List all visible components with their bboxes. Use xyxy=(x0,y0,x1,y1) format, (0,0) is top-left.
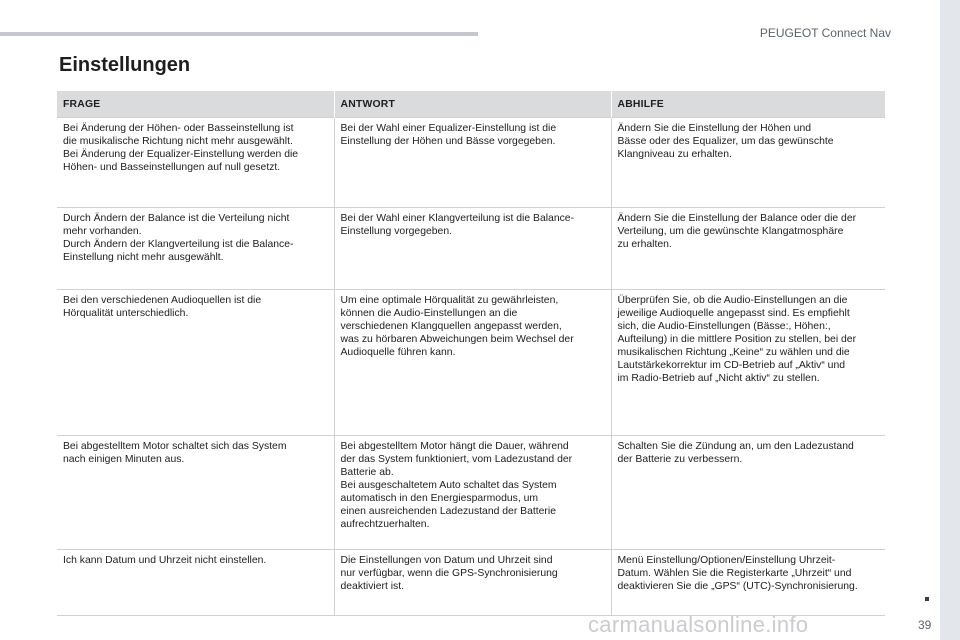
column-header-abhilfe: ABHILFE xyxy=(611,91,885,118)
solution-cell: Überprüfen Sie, ob die Audio-Einstellungen an die jeweilige Audioquelle angepasst sind. Es empfiehlt sich, die Audio-Einstellungen (Bässe:, Höhen:, Aufteilung) in die mittlere Position zu stellen, bei der musikalischen Richtung „Keine“ zu wählen und die Lautstärkekorrektur im CD-Betrieb auf „Aktiv“ und im Radio-Betrieb auf „Nicht aktiv“ zu stellen. xyxy=(611,290,885,436)
solution-cell: Menü Einstellung/Optionen/Einstellung Uhrzeit- Datum. Wählen Sie die Registerkarte „Uhrzeit“ und deaktivieren Sie die „GPS“ (UTC)-Synchronisierung. xyxy=(611,550,885,616)
question-cell: Bei Änderung der Höhen- oder Basseinstellung ist die musikalische Richtung nicht mehr ausgewählt. Bei Änderung der Equalizer-Einstellung werden die Höhen- und Basseinstellungen auf null gesetzt. xyxy=(57,118,334,208)
answer-cell: Bei der Wahl einer Klangverteilung ist die Balance- Einstellung vorgegeben. xyxy=(334,208,611,290)
answer-cell: Bei der Wahl einer Equalizer-Einstellung ist die Einstellung der Höhen und Bässe vorgegeben. xyxy=(334,118,611,208)
page-title: Einstellungen xyxy=(59,54,191,76)
table-row xyxy=(57,208,885,290)
column-header-antwort: ANTWORT xyxy=(334,91,611,118)
answer-cell: Die Einstellungen von Datum und Uhrzeit sind nur verfügbar, wenn die GPS-Synchronisierung deaktiviert ist. xyxy=(334,550,611,616)
faq-table xyxy=(57,91,885,616)
header-bar xyxy=(0,32,478,36)
table-row xyxy=(57,550,885,616)
answer-cell: Bei abgestelltem Motor hängt die Dauer, während der das System funktioniert, vom Ladezustand der Batterie ab. Bei ausgeschaltetem Auto schaltet das System automatisch in den Energiesparmodus, um einen ausreichenden Ladezustand der Batterie aufrechtzuerhalten. xyxy=(334,436,611,550)
table-row xyxy=(57,118,885,208)
table-row xyxy=(57,436,885,550)
solution-cell: Schalten Sie die Zündung an, um den Ladezustand der Batterie zu verbessern. xyxy=(611,436,885,550)
question-cell: Ich kann Datum und Uhrzeit nicht einstellen. xyxy=(57,550,334,616)
column-header-frage: FRAGE xyxy=(57,91,334,118)
solution-cell: Ändern Sie die Einstellung der Höhen und Bässe oder des Equalizer, um das gewünschte Klangniveau zu erhalten. xyxy=(611,118,885,208)
question-cell: Bei abgestelltem Motor schaltet sich das System nach einigen Minuten aus. xyxy=(57,436,334,550)
answer-cell: Um eine optimale Hörqualität zu gewährleisten, können die Audio-Einstellungen an die verschiedenen Klangquellen angepasst werden, was zu hörbaren Abweichungen beim Wechsel der Audioquelle führen kann. xyxy=(334,290,611,436)
watermark: carmanualsonline.info xyxy=(588,612,809,637)
page-number: 39 xyxy=(918,618,932,632)
solution-cell: Ändern Sie die Einstellung der Balance oder die der Verteilung, um die gewünschte Klangatmosphäre zu erhalten. xyxy=(611,208,885,290)
page-marker xyxy=(925,597,929,601)
header-title: PEUGEOT Connect Nav xyxy=(759,26,891,40)
question-cell: Bei den verschiedenen Audioquellen ist die Hörqualität unterschiedlich. xyxy=(57,290,334,436)
right-margin-strip xyxy=(940,0,960,640)
question-cell: Durch Ändern der Balance ist die Verteilung nicht mehr vorhanden. Durch Ändern der Klangverteilung ist die Balance- Einstellung nicht mehr ausgewählt. xyxy=(57,208,334,290)
table-row xyxy=(57,290,885,436)
table-header-row xyxy=(57,91,885,118)
